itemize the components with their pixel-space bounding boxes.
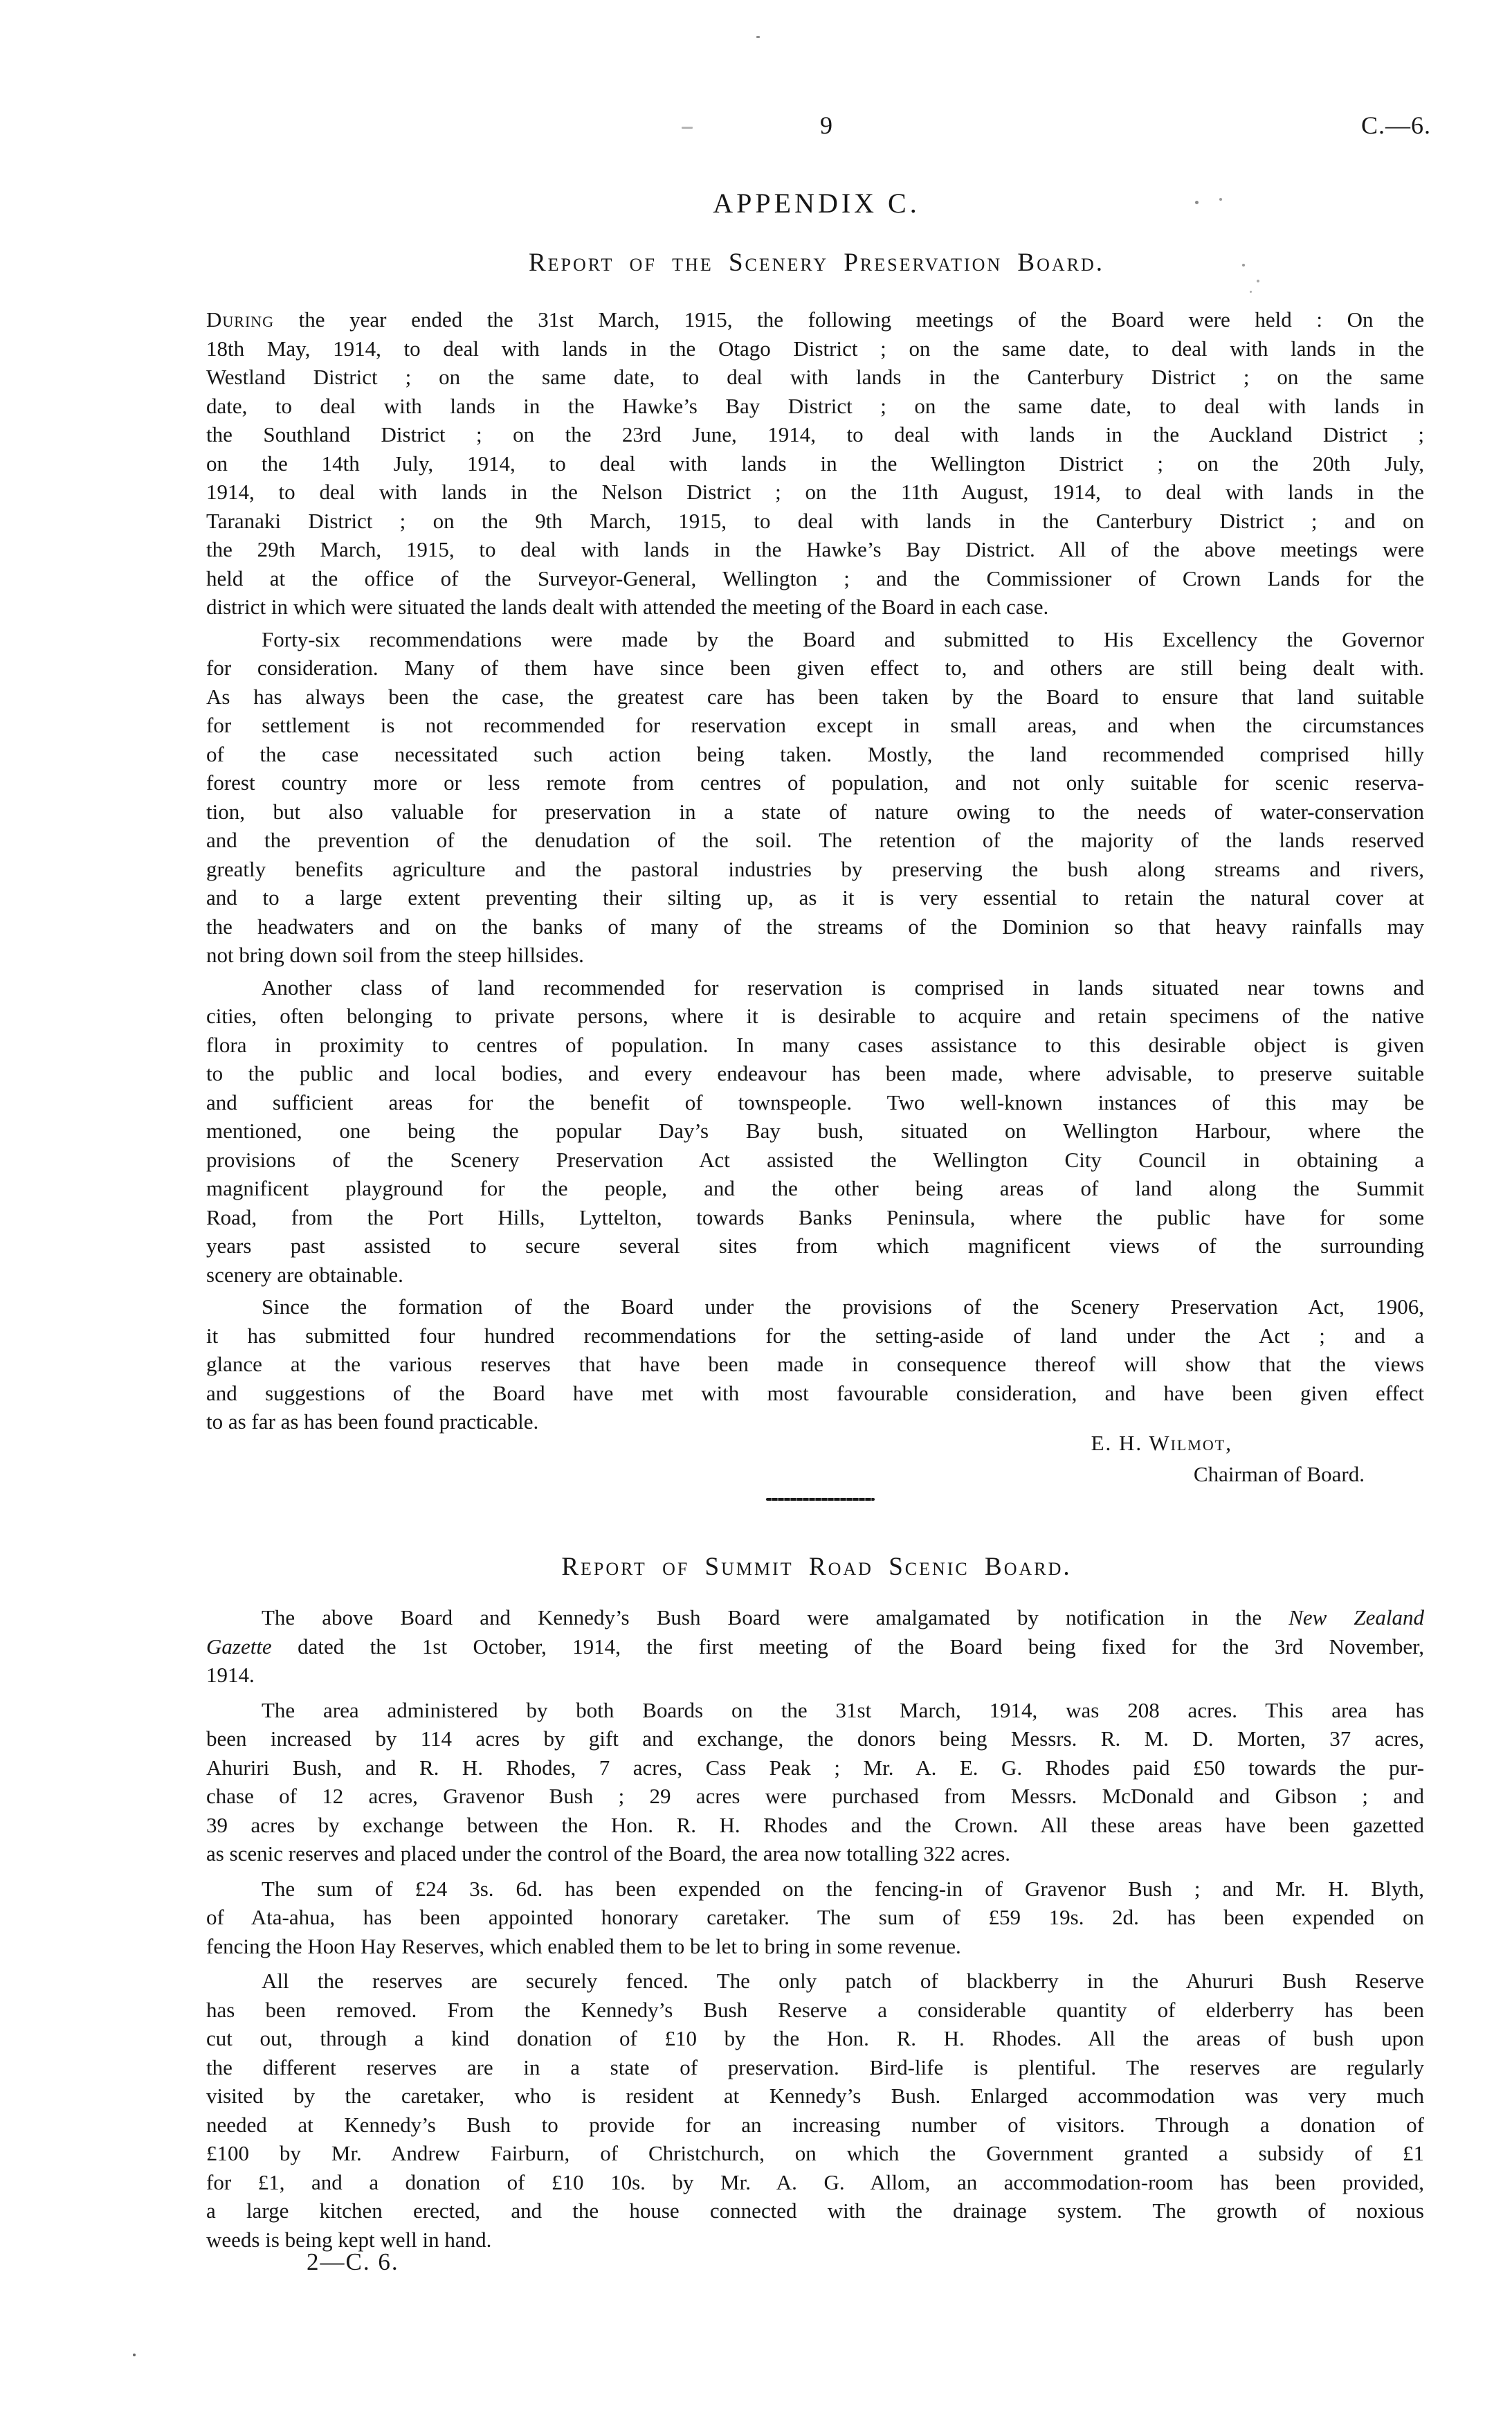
text-line: it has submitted four hundred recommendations for the setting-aside of land under the Act ; and a	[206, 1323, 1424, 1348]
scan-speckle	[682, 127, 693, 129]
text-line: visited by the caretaker, who is resident at Kennedy’s Bush. Enlarged accommodation was very much	[206, 2084, 1424, 2108]
text-line: needed at Kennedy’s Bush to provide for an increasing number of visitors. Through a donation of	[206, 2112, 1424, 2137]
text-line: cities, often belonging to private persons, where it is desirable to acquire and retain specimens of the native	[206, 1004, 1424, 1028]
paragraph	[206, 625, 1424, 970]
text-line: and to a large extent preventing their silting up, as it is very essential to retain the natural cover at	[206, 885, 1424, 910]
text-line: mentioned, one being the popular Day’s Bay bush, situated on Wellington Harbour, where the	[206, 1119, 1424, 1143]
text-line: provisions of the Scenery Preservation Act assisted the Wellington City Council in obtaining a	[206, 1147, 1424, 1172]
page-footer: 2—C. 6.	[307, 2248, 399, 2275]
text-line: Gazette dated the 1st October, 1914, the first meeting of the Board being fixed for the 3rd November,	[206, 1634, 1424, 1659]
scan-speckle	[1219, 198, 1222, 201]
text-line: held at the office of the Surveyor-General, Wellington ; and the Commissioner of Crown Lands for the	[206, 566, 1424, 590]
signature-block	[208, 1427, 1426, 1490]
text-line: the headwaters and on the banks of many of the streams of the Dominion so that heavy rainfalls may	[206, 914, 1424, 939]
text-line: 1914.	[206, 1663, 255, 1687]
text-line: has been removed. From the Kennedy’s Bush Reserve a considerable quantity of elderberry has been	[206, 1997, 1424, 2022]
text-line: and the prevention of the denudation of the soil. The retention of the majority of the lands reserved	[206, 828, 1424, 852]
text-line: years past assisted to secure several sites from which magnificent views of the surrounding	[206, 1234, 1424, 1258]
paragraph	[206, 1875, 1424, 1961]
paragraph	[206, 305, 1424, 622]
text-line: to as far as has been found practicable.	[206, 1409, 539, 1434]
section1-body	[206, 305, 1424, 1436]
section-divider-rule	[766, 1498, 875, 1501]
paragraph	[206, 1696, 1424, 1868]
text-line: fencing the Hoon Hay Reserves, which enabled them to be let to bring in some revenue.	[206, 1933, 961, 1958]
text-line: of Ata-ahua, has been appointed honorary caretaker. The sum of £59 19s. 2d. has been expended on	[206, 1905, 1424, 1929]
text-line: 1914, to deal with lands in the Nelson District ; on the 11th August, 1914, to deal with lands in the	[206, 480, 1424, 504]
scan-speckle	[1195, 201, 1199, 204]
page-header	[208, 111, 1431, 147]
paragraph	[206, 1967, 1424, 2254]
text-line: to the public and local bodies, and every endeavour has been made, where advisable, to preserve suitable	[206, 1061, 1424, 1085]
text-line: Since the formation of the Board under the provisions of the Scenery Preservation Act, 1906,	[262, 1294, 1424, 1319]
scan-speckle	[133, 2354, 136, 2356]
text-line: been increased by 114 acres by gift and exchange, the donors being Messrs. R. M. D. Morten, 37 acres,	[206, 1726, 1424, 1751]
text-line: Road, from the Port Hills, Lyttelton, towards Banks Peninsula, where the public have for some	[206, 1204, 1424, 1229]
scan-speckle	[1250, 291, 1252, 293]
section1-heading: Report of the Scenery Preservation Board.	[528, 249, 1105, 277]
text-line: tion, but also valuable for preservation in a state of nature owing to the needs of water-conservation	[206, 799, 1424, 824]
paragraph	[206, 973, 1424, 1290]
paragraph	[206, 1603, 1424, 1690]
text-line: not bring down soil from the steep hillsides.	[206, 943, 584, 967]
text-line: scenery are obtainable.	[206, 1262, 403, 1287]
scan-speckle	[1257, 280, 1259, 282]
text-line: of the case necessitated such action being taken. Mostly, the land recommended comprised hilly	[206, 741, 1424, 766]
text-line: flora in proximity to centres of population. In many cases assistance to this desirable object is given	[206, 1032, 1424, 1057]
signature-title: Chairman of Board.	[1193, 1462, 1365, 1486]
paragraph	[206, 1292, 1424, 1436]
doc-reference: C.—6.	[1360, 111, 1431, 139]
text-line: for settlement is not recommended for reservation except in small areas, and when the circumstances	[206, 713, 1424, 737]
text-line: 39 acres by exchange between the Hon. R. H. Rhodes and the Crown. All these areas have been gazetted	[206, 1812, 1424, 1837]
text-line: a large kitchen erected, and the house connected with the drainage system. The growth of noxious	[206, 2198, 1424, 2223]
text-line: date, to deal with lands in the Hawke’s Bay District ; on the same date, to deal with lands in	[206, 393, 1424, 418]
scan-speckle	[756, 36, 760, 38]
text-line: on the 14th July, 1914, to deal with lands in the Wellington District ; on the 20th July,	[206, 451, 1424, 476]
text-line: for £1, and a donation of £10 10s. by Mr. A. G. Allom, an accommodation-room has been provided,	[206, 2169, 1424, 2194]
text-line: The area administered by both Boards on the 31st March, 1914, was 208 acres. This area has	[262, 1697, 1424, 1722]
text-line: cut out, through a kind donation of £10 by the Hon. R. H. Rhodes. All the areas of bush upon	[206, 2026, 1424, 2050]
text-line: greatly benefits agriculture and the pastoral industries by preserving the bush along streams and rivers,	[206, 856, 1424, 881]
text-line: Taranaki District ; on the 9th March, 1915, to deal with lands in the Canterbury District ; and on	[206, 508, 1424, 533]
text-line: for consideration. Many of them have since been given effect to, and others are still being dealt with.	[206, 656, 1424, 680]
text-line: district in which were situated the lands dealt with attended the meeting of the Board in each case.	[206, 595, 1049, 619]
signature-name: E. H. Wilmot,	[1091, 1431, 1232, 1455]
page-number: 9	[820, 111, 832, 139]
text-line: and sufficient areas for the benefit of townspeople. Two well-known instances of this may be	[206, 1090, 1424, 1114]
text-line: the 29th March, 1915, to deal with lands in the Hawke’s Bay District. All of the above meetings were	[206, 537, 1424, 561]
text-line: chase of 12 acres, Gravenor Bush ; 29 acres were purchased from Messrs. McDonald and Gibson ; and	[206, 1784, 1424, 1808]
text-line: as scenic reserves and placed under the control of the Board, the area now totalling 322 acres.	[206, 1841, 1011, 1866]
text-line: 18th May, 1914, to deal with lands in the Otago District ; on the same date, to deal with lands in the	[206, 336, 1424, 361]
text-line: Forty-six recommendations were made by the Board and submitted to His Excellency the Governor	[262, 626, 1424, 651]
text-line: As has always been the case, the greatest care has been taken by the Board to ensure that land suitable	[206, 684, 1424, 709]
text-line: glance at the various reserves that have been made in consequence thereof will show that the views	[206, 1352, 1424, 1376]
appendix-title: APPENDIX C.	[713, 188, 920, 219]
text-line: The above Board and Kennedy’s Bush Board were amalgamated by notification in the New Zealand	[262, 1605, 1424, 1629]
text-line: All the reserves are securely fenced. The only patch of blackberry in the Ahururi Bush Reserve	[262, 1969, 1424, 1993]
text-line: magnificent playground for the people, and the other being areas of land along the Summit	[206, 1176, 1424, 1200]
scan-speckle	[1242, 264, 1245, 267]
text-line: £100 by Mr. Andrew Fairburn, of Christchurch, on which the Government granted a subsidy of £1	[206, 2141, 1424, 2165]
text-line: During the year ended the 31st March, 1915, the following meetings of the Board were held : On the	[206, 307, 1424, 332]
text-line: Ahuriri Bush, and R. H. Rhodes, 7 acres, Cass Peak ; Mr. A. E. G. Rhodes paid £50 towards the pur-	[206, 1755, 1424, 1780]
text-line: and suggestions of the Board have met with most favourable consideration, and have been given effect	[206, 1380, 1424, 1405]
smallcaps-lead: During	[206, 307, 275, 332]
text-line: the Southland District ; on the 23rd June, 1914, to deal with lands in the Auckland District ;	[206, 422, 1424, 446]
text-line: weeds is being kept well in hand.	[206, 2227, 492, 2252]
section2-heading: Report of Summit Road Scenic Board.	[561, 1553, 1072, 1581]
text-line: the different reserves are in a state of preservation. Bird-life is plentiful. The reserves are regularly	[206, 2055, 1424, 2079]
text-line: The sum of £24 3s. 6d. has been expended on the fencing-in of Gravenor Bush ; and Mr. H. Blyth,	[262, 1876, 1424, 1901]
text-line: forest country more or less remote from centres of population, and not only suitable for scenic reserva-	[206, 770, 1424, 795]
text-line: Westland District ; on the same date, to deal with lands in the Canterbury District ; on the same	[206, 365, 1424, 389]
section2-body	[206, 1603, 1424, 2254]
text-line: Another class of land recommended for reservation is comprised in lands situated near towns and	[262, 975, 1424, 1000]
